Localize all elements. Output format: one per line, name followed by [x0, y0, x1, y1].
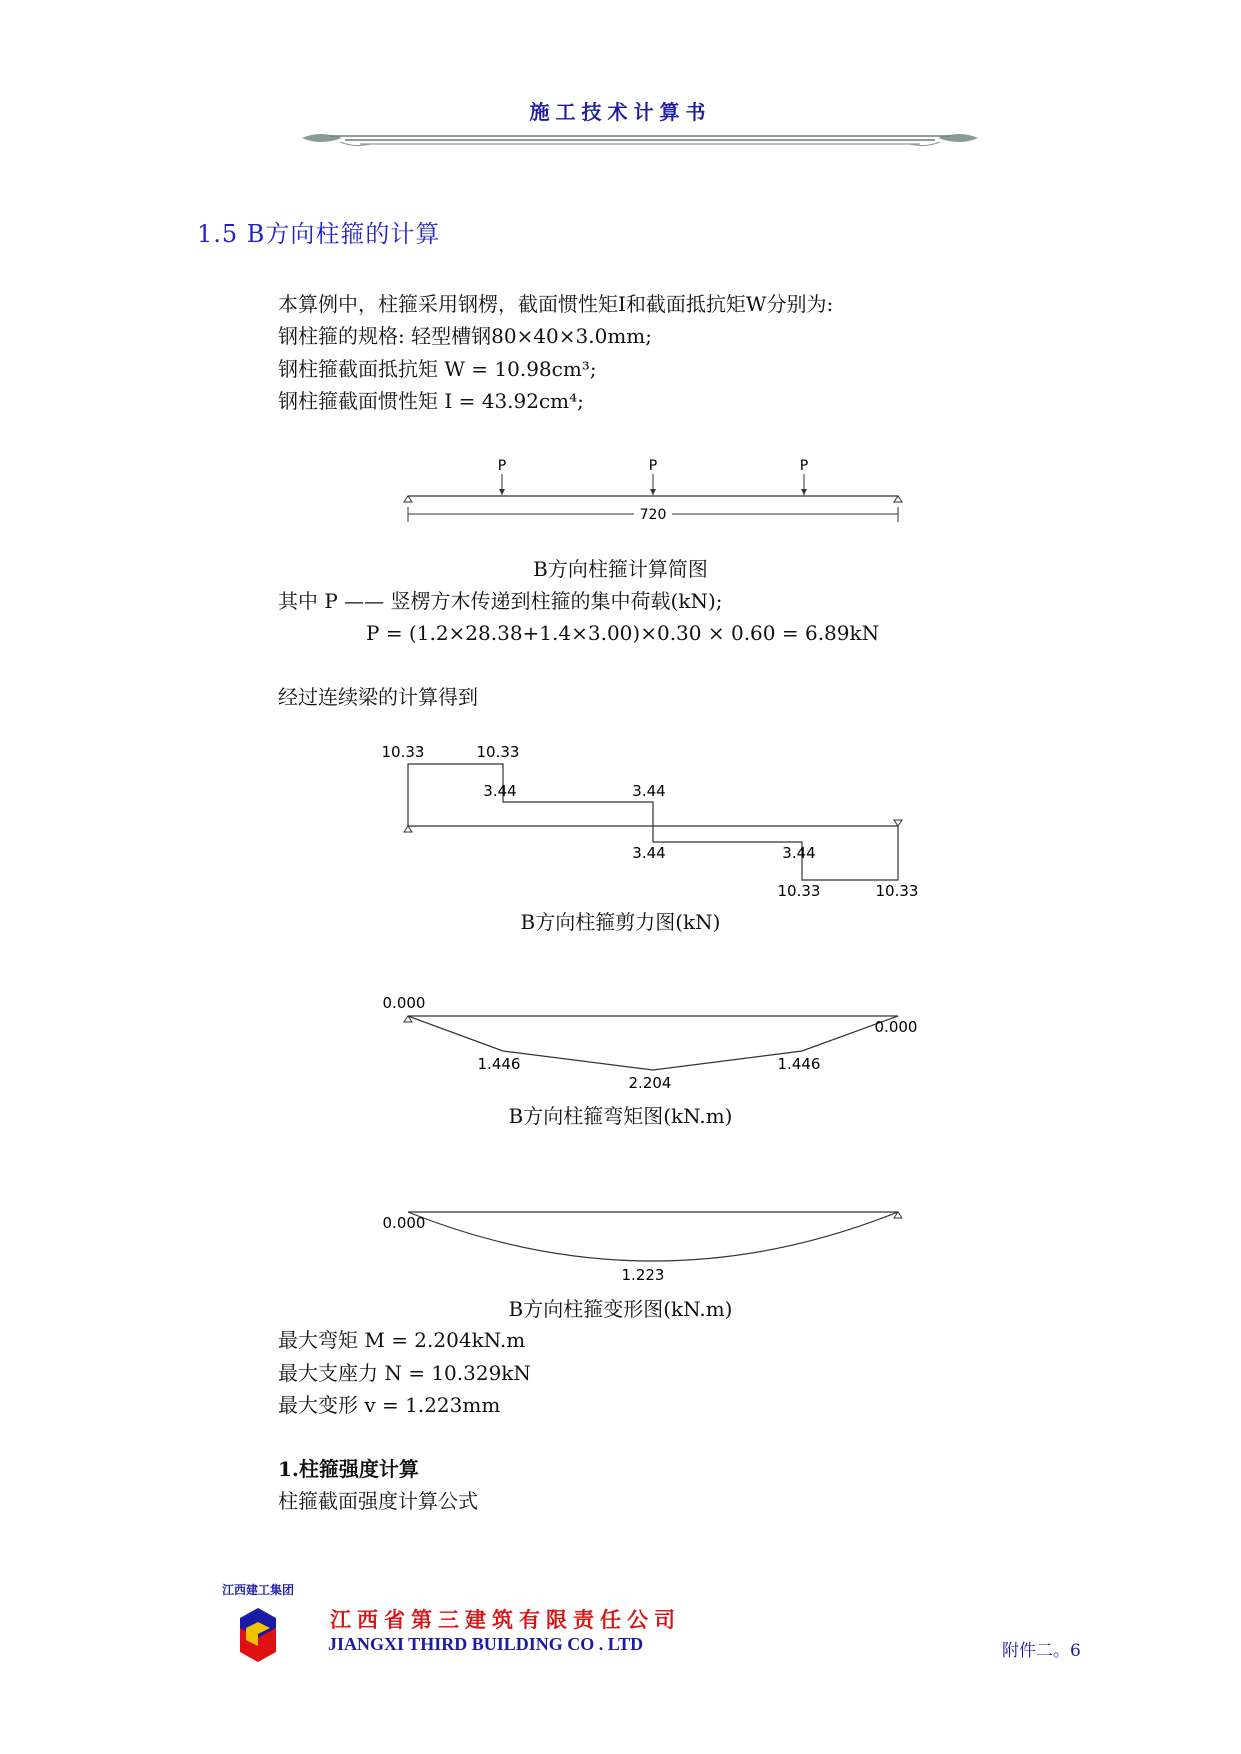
- load-label-3: P: [799, 458, 809, 474]
- deformation-curve: [408, 1212, 898, 1261]
- span-label: 720: [639, 507, 667, 523]
- result-max-moment: 最大弯矩 M = 2.204kN.m: [278, 1328, 526, 1352]
- shear-diagram: [370, 740, 930, 910]
- shear-label-7: 10.33: [777, 882, 821, 900]
- logo-text: 江西建工集团: [221, 1583, 295, 1597]
- shear-label-3: 3.44: [483, 782, 517, 800]
- shear-label-6: 3.44: [782, 844, 816, 862]
- intro-line-1: 本算例中，柱箍采用钢楞，截面惯性矩I和截面抵抗矩W分别为:: [278, 292, 834, 316]
- logo-mark: [240, 1608, 276, 1662]
- load-arrow-2: [649, 458, 657, 495]
- deformation-diagram: [370, 1200, 930, 1294]
- load-label-2: P: [648, 458, 658, 474]
- footer-company-en: JIANGXI THIRD BUILDING CO . LTD: [328, 1634, 644, 1654]
- load-diagram: [400, 450, 920, 530]
- result-max-support: 最大支座力 N = 10.329kN: [278, 1361, 531, 1385]
- result-max-deformation: 最大变形 v = 1.223mm: [278, 1393, 501, 1417]
- strength-text: 柱箍截面强度计算公式: [278, 1489, 478, 1513]
- moment-label-1: 0.000: [382, 994, 426, 1012]
- load-text-line-1: 其中 P —— 竖楞方木传递到柱箍的集中荷载(kN);: [278, 589, 723, 613]
- load-arrow-1: [498, 458, 506, 495]
- moment-diagram: [370, 992, 930, 1098]
- header-title: 施工技术计算书: [529, 100, 712, 124]
- footer-company-cn: 江西省第三建筑有限责任公司: [330, 1607, 681, 1632]
- shear-label-4: 3.44: [632, 782, 666, 800]
- intro-line-2: 钢柱箍的规格: 轻型槽钢80×40×3.0mm;: [278, 324, 652, 348]
- intro-line-3: 钢柱箍截面抵抗矩 W = 10.98cm³;: [278, 357, 597, 381]
- load-diagram-caption: B方向柱箍计算简图: [533, 557, 708, 581]
- moment-label-4: 2.204: [628, 1074, 672, 1092]
- load-text-line-2: P = (1.2×28.38+1.4×3.00)×0.30 × 0.60 = 6.89kN: [366, 621, 880, 645]
- moment-diagram-caption: B方向柱箍弯矩图(kN.m): [508, 1104, 733, 1128]
- span-dimension: [408, 507, 898, 523]
- shear-label-1: 10.33: [381, 743, 425, 761]
- moment-label-5: 1.446: [777, 1055, 821, 1073]
- page-number: 附件二。6: [1002, 1641, 1081, 1661]
- section-title: 1.5 B方向柱箍的计算: [197, 220, 441, 248]
- intro-line-4: 钢柱箍截面惯性矩 I = 43.92cm⁴;: [278, 389, 584, 413]
- shear-label-5: 3.44: [632, 844, 666, 862]
- deformation-diagram-caption: B方向柱箍变形图(kN.m): [508, 1297, 733, 1321]
- load-arrow-3: [800, 458, 808, 495]
- header-ornament: [300, 128, 980, 152]
- deform-label-2: 1.223: [621, 1266, 665, 1284]
- continuous-beam-text: 经过连续梁的计算得到: [278, 685, 478, 709]
- deform-label-1: 0.000: [382, 1214, 426, 1232]
- moment-label-3: 1.446: [477, 1055, 521, 1073]
- shear-diagram-caption: B方向柱箍剪力图(kN): [520, 910, 721, 934]
- load-label-1: P: [497, 458, 507, 474]
- moment-label-2: 0.000: [874, 1018, 918, 1036]
- shear-label-8: 10.33: [875, 882, 919, 900]
- company-logo: [210, 1576, 306, 1666]
- shear-label-2: 10.33: [476, 743, 520, 761]
- strength-heading: 1.柱箍强度计算: [278, 1457, 419, 1481]
